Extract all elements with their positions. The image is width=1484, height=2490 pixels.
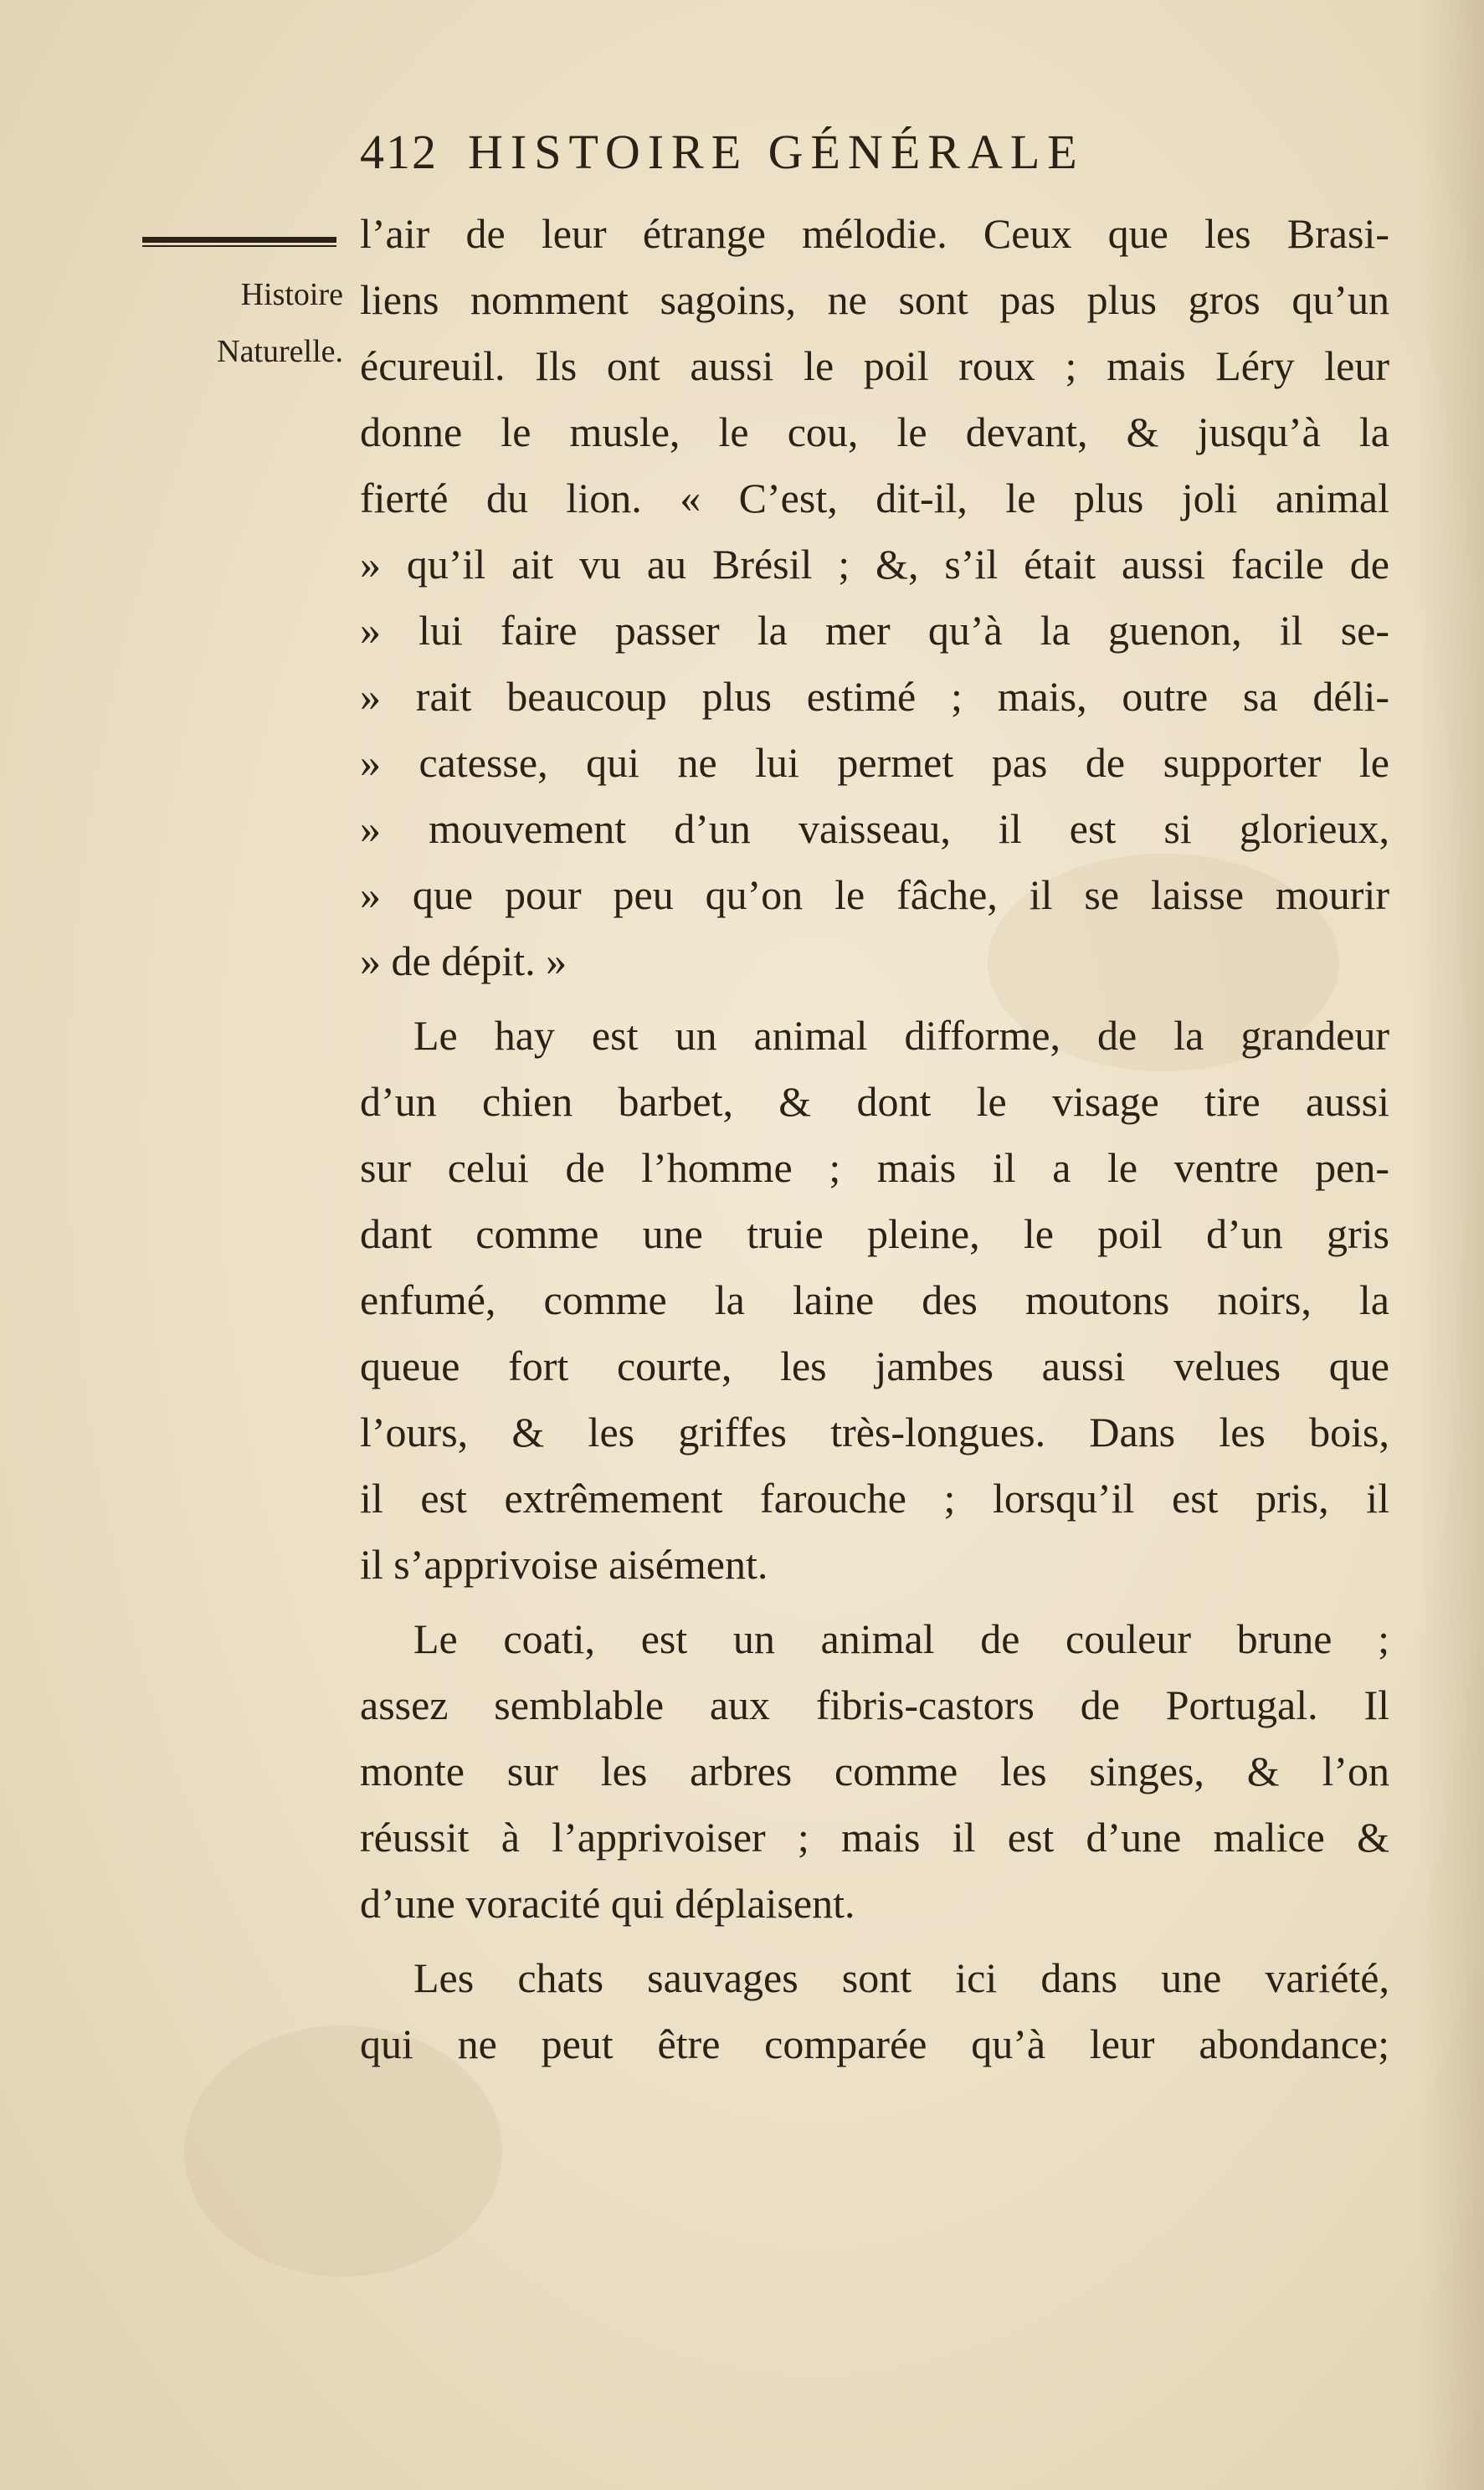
text-line: » lui faire passer la mer qu’à la guenon, il se- bbox=[360, 607, 1389, 654]
body-text bbox=[360, 201, 1389, 2077]
paragraph bbox=[360, 201, 1389, 994]
text-line: il est extrêmement farouche ; lorsqu’il est pris, il bbox=[360, 1475, 1389, 1522]
text-line: l’ours, & les griffes très-longues. Dans les bois, bbox=[360, 1409, 1389, 1455]
page-number: 412 bbox=[360, 125, 438, 179]
rule-thick-line bbox=[142, 237, 336, 243]
paragraph-gap bbox=[360, 1598, 1389, 1606]
running-header bbox=[360, 124, 1398, 191]
margin-note bbox=[134, 266, 343, 380]
text-line: » qu’il ait vu au Brésil ; &, s’il était aussi facile de bbox=[360, 541, 1389, 588]
text-line: liens nomment sagoins, ne sont pas plus gros qu’un bbox=[360, 276, 1389, 323]
text-line: » mouvement d’un vaisseau, il est si glorieux, bbox=[360, 805, 1389, 852]
margin-ornament-rule bbox=[142, 237, 336, 249]
text-line: Le hay est un animal difforme, de la grandeur bbox=[413, 1012, 1389, 1059]
text-line: sur celui de l’homme ; mais il a le ventre pen- bbox=[360, 1144, 1389, 1191]
paragraph-gap bbox=[360, 994, 1389, 1003]
margin-note-line: Naturelle. bbox=[217, 334, 343, 369]
text-line: » que pour peu qu’on le fâche, il se laisse mourir bbox=[360, 871, 1389, 918]
text-line: il s’apprivoise aisément. bbox=[360, 1541, 768, 1588]
paragraph-gap bbox=[360, 1937, 1389, 1945]
text-line: fierté du lion. « C’est, dit-il, le plus joli animal bbox=[360, 475, 1389, 521]
text-line: l’air de leur étrange mélodie. Ceux que les Brasi- bbox=[360, 210, 1389, 257]
text-line: d’une voracité qui déplaisent. bbox=[360, 1880, 855, 1927]
page-edge-shadow bbox=[1417, 0, 1484, 2490]
text-line: qui ne peut être comparée qu’à leur abondance; bbox=[360, 2020, 1389, 2067]
paragraph bbox=[360, 1003, 1389, 1598]
text-line: queue fort courte, les jambes aussi velues que bbox=[360, 1343, 1389, 1389]
text-line: dant comme une truie pleine, le poil d’un gris bbox=[360, 1210, 1389, 1257]
text-line: » catesse, qui ne lui permet pas de supporter le bbox=[360, 739, 1389, 786]
margin-note-line: Histoire bbox=[240, 277, 343, 312]
text-line: » de dépit. » bbox=[360, 937, 567, 984]
text-line: d’un chien barbet, & dont le visage tire aussi bbox=[360, 1078, 1389, 1125]
paragraph bbox=[360, 1606, 1389, 1937]
text-line: réussit à l’apprivoiser ; mais il est d’une malice & bbox=[360, 1814, 1389, 1861]
rule-thin-line bbox=[142, 245, 336, 247]
text-line: Le coati, est un animal de couleur brune ; bbox=[413, 1615, 1389, 1662]
paragraph bbox=[360, 1945, 1389, 2077]
text-line: enfumé, comme la laine des moutons noirs, la bbox=[360, 1276, 1389, 1323]
text-line: Les chats sauvages sont ici dans une variété, bbox=[413, 1954, 1389, 2001]
text-line: écureuil. Ils ont aussi le poil roux ; mais Léry leur bbox=[360, 342, 1389, 389]
text-line: donne le musle, le cou, le devant, & jusqu’à la bbox=[360, 408, 1389, 455]
running-title: HISTOIRE GÉNÉRALE bbox=[468, 125, 1085, 179]
text-line: » rait beaucoup plus estimé ; mais, outre sa déli- bbox=[360, 673, 1389, 720]
text-line: monte sur les arbres comme les singes, & l’on bbox=[360, 1748, 1389, 1794]
text-line: assez semblable aux fibris-castors de Portugal. Il bbox=[360, 1681, 1389, 1728]
